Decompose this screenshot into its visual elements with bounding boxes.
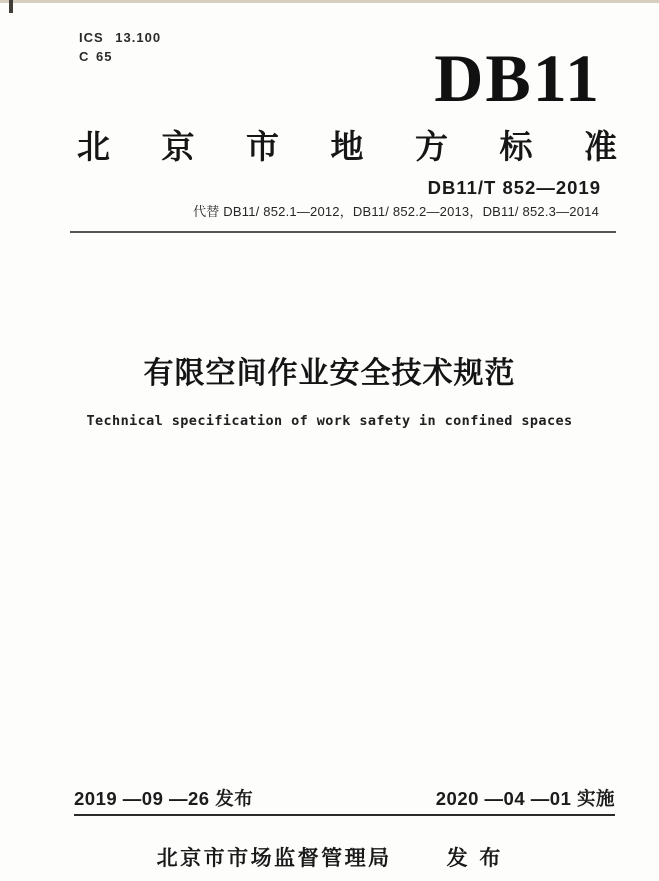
- implementation-date: 2020 —04 —01 实施: [435, 788, 615, 809]
- standard-name-char: 市: [246, 128, 279, 165]
- publisher-row: [0, 842, 659, 872]
- document-title-cn: 有限空间作业安全技术规范: [143, 357, 516, 390]
- publish-label: 发 布: [446, 847, 503, 870]
- ics-code: ICS 13.100: [79, 30, 162, 45]
- publisher-name: 北京市市场监督管理局: [156, 847, 392, 870]
- standard-name-char: 方: [415, 128, 448, 165]
- standard-logo-db11: DB11: [434, 40, 601, 116]
- standard-name-char: 北: [77, 128, 110, 165]
- standard-number: DB11/T 852—2019: [427, 177, 601, 198]
- document-title-en: Technical specification of work safety in confined spaces: [86, 413, 573, 429]
- standard-name-char: 准: [584, 128, 617, 165]
- standard-name-char: 京: [161, 128, 195, 165]
- issue-date: 2019 —09 —26 发布: [74, 788, 254, 809]
- dates-row: [74, 785, 615, 816]
- standard-name-char: 标: [499, 128, 533, 165]
- classification-code: C 65: [79, 49, 113, 64]
- header-divider-line: [70, 231, 616, 233]
- scan-corner-mark: [9, 0, 13, 13]
- standard-name-cn: [77, 121, 617, 168]
- standard-name-char: 地: [330, 128, 364, 165]
- scan-top-edge: [0, 0, 659, 3]
- supersedes-note: 代替 DB11/ 852.1—2012，DB11/ 852.2—2013，DB11/ 852.3—2014: [193, 204, 599, 219]
